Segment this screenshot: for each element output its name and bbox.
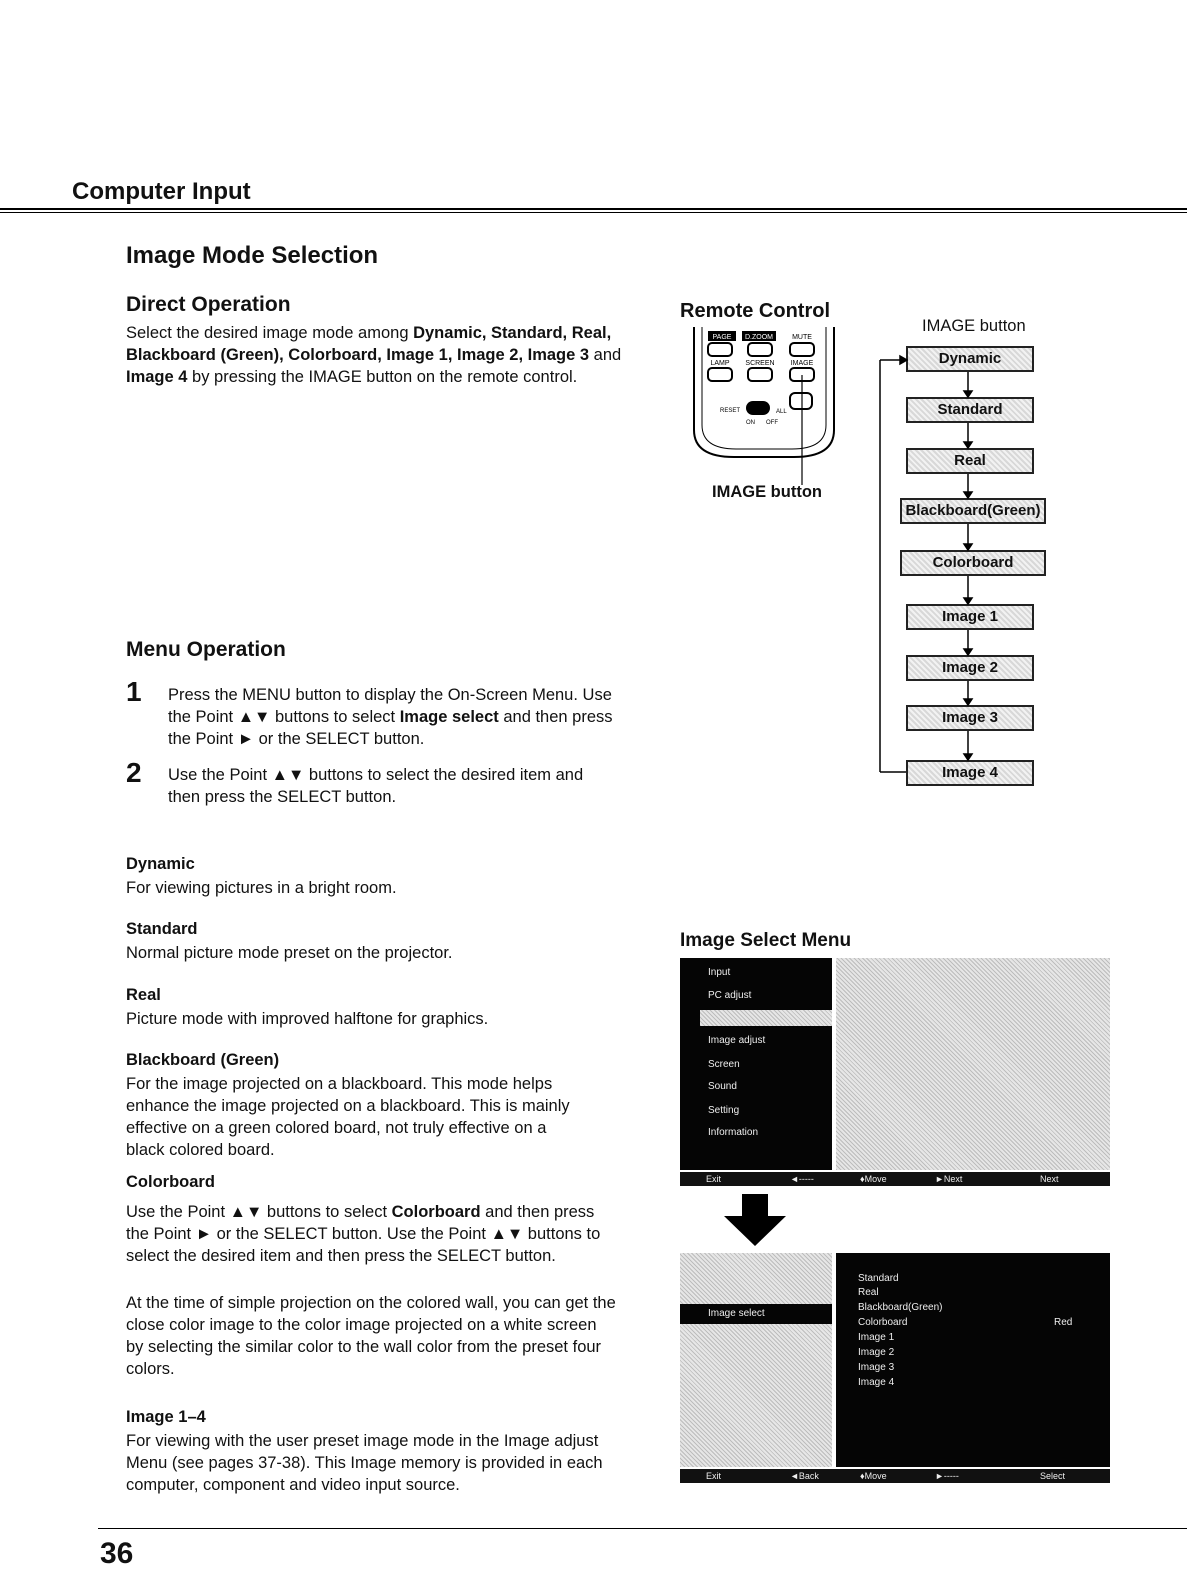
osd-list-image-3: Image 3 xyxy=(858,1362,895,1373)
osd-menu-2-panel xyxy=(836,1253,1110,1467)
key-screen: SCREEN xyxy=(745,360,775,367)
osd-bar2-select: Select xyxy=(1040,1471,1066,1481)
osd-bar1-exit: Exit xyxy=(706,1174,722,1184)
osd-list-standard: Standard xyxy=(858,1273,899,1284)
mode-blackboard: Blackboard(Green) xyxy=(900,498,1046,524)
osd-menu-1-sidebar xyxy=(680,958,832,1170)
osd-item-pc-adjust: PC adjust xyxy=(708,990,752,1001)
page-number: 36 xyxy=(100,1537,134,1570)
osd-item-setting: Setting xyxy=(708,1105,740,1116)
image-button-label: IMAGE button xyxy=(712,483,822,501)
mode-real: Real xyxy=(906,448,1034,474)
section-header: Computer Input xyxy=(72,178,251,205)
step-1-number: 1 xyxy=(126,676,142,707)
osd-list-image-1: Image 1 xyxy=(858,1332,895,1343)
osd-bar1-next2: Next xyxy=(1040,1174,1059,1184)
term-image-1-4-desc: For viewing with the user preset image mode in the Image adjust Menu (see pages 37-38). This Image memory is provided in each computer, component and video input source. xyxy=(126,1432,603,1494)
page-title: Image Mode Selection xyxy=(126,242,379,269)
term-dynamic: Dynamic xyxy=(126,855,195,873)
term-standard: Standard xyxy=(126,920,198,938)
key-lamp: LAMP xyxy=(710,360,730,367)
step-2-text: Use the Point ▲▼ buttons to select the desired item and then press the SELECT button. xyxy=(168,766,584,806)
osd-item-screen: Screen xyxy=(708,1059,740,1070)
key-reset: RESET xyxy=(720,408,741,414)
osd-menu-1-panel xyxy=(836,958,1110,1170)
osd-item-image-select: Image select xyxy=(708,1308,765,1319)
osd-item-image-adjust: Image adjust xyxy=(708,1035,766,1046)
step-2-number: 2 xyxy=(126,757,142,788)
mode-image-4: Image 4 xyxy=(906,760,1034,786)
term-dynamic-desc: For viewing pictures in a bright room. xyxy=(126,879,397,897)
key-dzoom: D.ZOOM xyxy=(745,334,773,341)
remote-control-illustration xyxy=(684,325,844,500)
osd-list-image-2: Image 2 xyxy=(858,1347,895,1358)
osd-bar1-back: ◄----- xyxy=(790,1174,814,1184)
mode-dynamic: Dynamic xyxy=(906,346,1034,372)
osd-menu-2-selected xyxy=(680,1304,832,1324)
term-colorboard: Colorboard xyxy=(126,1173,215,1191)
osd-bar2-next: ►----- xyxy=(935,1471,959,1481)
osd-bar2-back: ◄Back xyxy=(790,1471,819,1481)
key-page: PAGE xyxy=(712,334,732,341)
term-colorboard-desc2: At the time of simple projection on the colored wall, you can get the close color image to the color image projected on a white screen by selecting the similar color to the wall color from the preset four colors. xyxy=(126,1294,616,1378)
key-image: IMAGE xyxy=(790,360,814,367)
term-real: Real xyxy=(126,986,161,1004)
term-blackboard: Blackboard (Green) xyxy=(126,1051,280,1069)
mode-standard: Standard xyxy=(906,397,1034,423)
flow-arrows xyxy=(870,346,980,791)
osd-item-sound: Sound xyxy=(708,1081,737,1092)
osd-menu-2-bar xyxy=(680,1469,1110,1483)
osd-menu-1-bar xyxy=(680,1172,1110,1186)
remote-control-heading: Remote Control xyxy=(680,300,830,322)
down-arrow-icon xyxy=(720,1194,790,1248)
image-select-menu-heading: Image Select Menu xyxy=(680,930,852,951)
flow-label: IMAGE button xyxy=(922,317,1026,335)
header-rule xyxy=(0,208,1187,210)
term-real-desc: Picture mode with improved halftone for graphics. xyxy=(126,1010,489,1028)
osd-list-image-4: Image 4 xyxy=(858,1377,895,1388)
mode-image-3: Image 3 xyxy=(906,705,1034,731)
osd-item-input: Input xyxy=(708,967,731,978)
osd-bar1-next: ►Next xyxy=(935,1174,963,1184)
osd-item-information: Information xyxy=(708,1127,759,1138)
mode-colorboard: Colorboard xyxy=(900,550,1046,576)
menu-operation-heading: Menu Operation xyxy=(126,638,286,661)
osd-list-colorboard-value: Red xyxy=(1054,1317,1073,1328)
direct-operation-heading: Direct Operation xyxy=(126,293,291,316)
term-colorboard-desc: Use the Point ▲▼ buttons to select Colorboard and then press the Point ► or the SELECT button. Use the Point ▲▼ buttons to select the desired item and then press the SELECT button. xyxy=(126,1203,601,1265)
osd-list-real: Real xyxy=(858,1287,879,1298)
osd-list-blackboard: Blackboard(Green) xyxy=(858,1302,943,1313)
mode-image-1: Image 1 xyxy=(906,604,1034,630)
osd-bar2-move: ♦Move xyxy=(860,1471,887,1481)
footer-rule xyxy=(98,1528,1187,1529)
key-off: OFF xyxy=(766,420,778,426)
term-blackboard-desc: For the image projected on a blackboard. This mode helps enhance the image projected on a blackboard. This is mainly effective on a green colored board, not truly effective on a black colored board. xyxy=(126,1075,570,1159)
osd-bar1-move: ♦Move xyxy=(860,1174,887,1184)
term-image-1-4: Image 1–4 xyxy=(126,1408,206,1426)
step-1-text: Press the MENU button to display the On-Screen Menu. Use the Point ▲▼ buttons to select Image select and then press the Point ► or the SELECT button. xyxy=(168,686,613,748)
osd-item-highlight xyxy=(700,1010,832,1026)
key-all: ALL xyxy=(776,409,787,415)
direct-operation-text: Select the desired image mode among Dynamic, Standard, Real, Blackboard (Green), Colorboard, Image 1, Image 2, Image 3 and Image 4 by pressing the IMAGE button on the remote control. xyxy=(126,324,622,386)
osd-list-colorboard: Colorboard xyxy=(858,1317,908,1328)
term-standard-desc: Normal picture mode preset on the projector. xyxy=(126,944,453,962)
key-on: ON xyxy=(746,420,755,426)
key-mute: MUTE xyxy=(792,334,812,341)
mode-image-2: Image 2 xyxy=(906,655,1034,681)
osd-bar2-exit: Exit xyxy=(706,1471,722,1481)
osd-menu-2-sidebar xyxy=(680,1253,832,1467)
header-rule-thin xyxy=(0,212,1187,213)
